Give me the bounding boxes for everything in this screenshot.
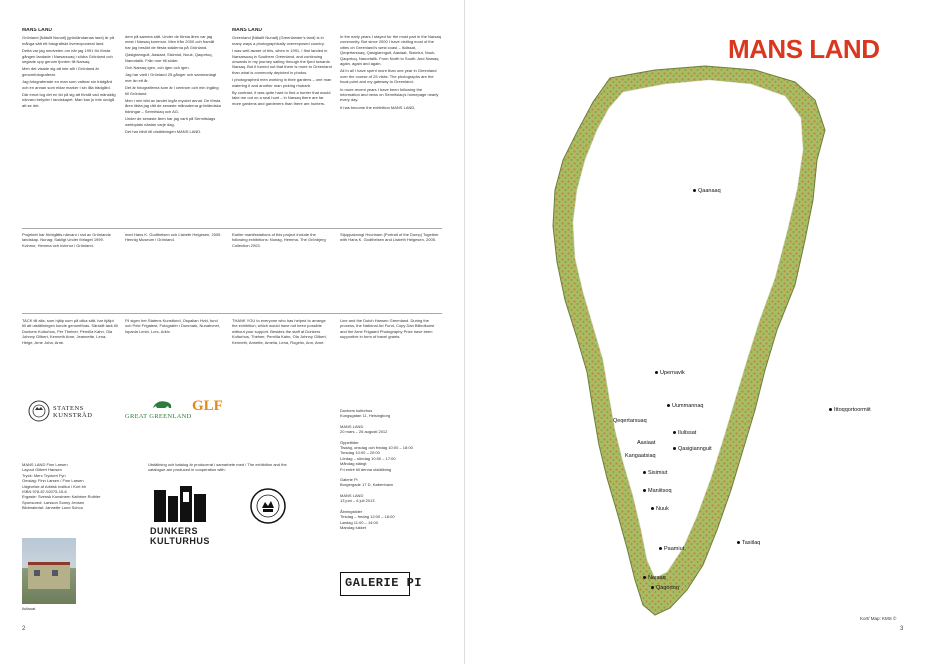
right-page — [465, 0, 930, 664]
town-name: Uummannaq — [672, 403, 704, 409]
town-dot — [659, 547, 662, 550]
town-name: Nuuk — [656, 506, 669, 512]
town-label-qeqertarsuaq — [613, 418, 647, 424]
venue-line: Måndag stängt — [340, 461, 367, 467]
colophon-line: Omslag: Finn Larsen / Finn Larsen — [22, 478, 84, 484]
divider — [22, 228, 442, 229]
town-label-uummannaq — [667, 403, 704, 409]
venue-line: Lördag – söndag 10:00 – 17:00 — [340, 455, 396, 461]
house-photo — [22, 538, 76, 604]
town-dot — [667, 404, 670, 407]
glf-text: GLF — [192, 398, 223, 414]
town-dot — [643, 489, 646, 492]
town-name: Tasiilaq — [742, 540, 761, 546]
venue-line: 20 mars – 26 augusti 2012 — [340, 429, 388, 435]
great-greenland-text: GREAT GREENLAND — [125, 413, 192, 420]
crown-seal-icon — [28, 400, 50, 422]
paragraph: Projektet har förbigåtts närvaro i rad av Grönlands landskap. Nunag: Sakligt Under förlaget 1999. Kvinnor, Hemma och kvinnor i Grönland. — [22, 232, 111, 248]
galerie-pi-logo — [340, 572, 423, 596]
paragraph: Det är fotografierna som är i centrum och min ingång till Grönland. — [125, 85, 219, 96]
paragraph: Line and the Dutch Hansen Greenland. During the process, the National Art Fund, Copy Dan Billedkunst and the Arne Frigaard Photography Prize have been supportive in form of travel grants. — [340, 318, 435, 340]
venue-line: Borgergade 17 D, København — [340, 482, 394, 488]
town-name: Ittoqqortoormiit — [834, 407, 871, 413]
seal-icon — [250, 488, 286, 524]
paragraph: Under de senaste åren har jag varit på Sermitsiags webbplats nästan varje dag. — [125, 116, 216, 127]
greenland-map — [465, 0, 930, 664]
text-col-swedish-1 — [22, 28, 118, 228]
paragraph: Och Narsaq igen, och igen och igen. — [125, 65, 190, 71]
town-dot — [673, 431, 676, 434]
paragraph: Det har blivit till utställningen MANS LAND. — [125, 129, 202, 135]
town-dot — [651, 586, 654, 589]
colophon-line: Ergaste: Svensk Kunstnern Kathrine Ruthler — [22, 494, 101, 500]
col3-heading: MANS LAND — [232, 28, 262, 33]
page-number-left: 2 — [22, 626, 26, 632]
glf-logo — [188, 398, 228, 420]
galerie-pi-text: GALERIE PI — [345, 576, 423, 590]
town-label-sisimiut — [643, 470, 667, 476]
text-col-english-1 — [232, 28, 332, 228]
venue-line: MANS LAND — [340, 423, 364, 429]
colophon-line: Layout Gilbert Hansen — [22, 467, 62, 473]
paragraph: All in all I have spent more than one year in Greenland over the course of 25 visits. The photographs are the focal point and my gateway to Greenland. — [340, 68, 437, 85]
paragraph: I photographed men working in their gardens – one man watering it and another man picking rhubarb. — [232, 77, 332, 88]
venue-line: MANS LAND — [340, 492, 364, 498]
colophon — [22, 462, 122, 532]
paragraph: Qasigiannguit, Aasiaat, Sisimiut, Nuuk, Qaqortoq, Nanortalik. Från norr till söder. — [125, 52, 213, 63]
paragraph: Grönland [Nâlalît Nunait] (grönländarnas land) är på många sätt ett fotografiskt överexponerat land. — [22, 35, 115, 46]
paragraph: Jag fotograferade en man som vattnar sin trädgård och en annan som eldar marker i sin lilla trädgård. — [22, 79, 113, 90]
paragraph: TACK till alla, som hjälp som på olika sätt, har hjälpt till att utställningen kunde genomföras. Särskilt tack till Dunkers Kulturhus, Per Thelner, Pernilla Kahn, Ola Johnny Gilbert, Kenneth Arne, Jeannette, Lena, Helge, Arne Joha, Arne. — [22, 318, 118, 345]
town-label-tasiilaq — [737, 540, 760, 546]
venue-line: Fri entré till denna utställning — [340, 466, 392, 472]
paragraph: It has become the exhibition MANS LAND. — [340, 104, 416, 110]
polar-bear-icon — [151, 396, 173, 412]
house-window — [34, 570, 40, 576]
town-label-ilulissat — [673, 430, 696, 436]
paragraph: THANK YOU to everyone who has helped to arrange the exhibition, which would have not been possible without your support. Besides the staff at Dunkers Kulturhus, Thelner, Pernilla Kahn, Ola Johnny Gilbert, Kenneth, Annette, Amelia, Lena, Rogelio, Ann, Arne. — [232, 318, 327, 345]
town-dot — [673, 447, 676, 450]
mid-text-right-b — [340, 232, 442, 312]
town-name: Aasiaat — [637, 440, 656, 446]
venue-line: 13 juni – 6 juli 2013 — [340, 498, 375, 504]
photo-caption: Ilulissat — [22, 606, 36, 611]
col1-heading: MANS LAND — [22, 28, 52, 33]
colophon-line: ISBN 978-87-92075-15-6 — [22, 489, 67, 495]
town-name: Narsaq — [648, 575, 666, 581]
paragraph: I was well aware of this, when in 1991, I first landed in Narsarsuaq in Southern Greenland, and continuing onwards in my journey sailing through the fjord towards Narsaq. But it turned out that there is more to Greenland than what is commonly depicted in photos. — [232, 48, 332, 75]
town-name: Kangaatsiaq — [625, 453, 656, 459]
colophon-line: Bildmaterial: Jannette Lund Schou — [22, 505, 83, 511]
town-label-qasigiannguit — [673, 446, 712, 452]
venue-line: Lørdag 11:00 – 14:00 — [340, 519, 378, 525]
town-label-aasiaat — [637, 440, 655, 446]
paragraph: By contrast, it was quite hard to find a hunter that would take me out on a seal hunt – in Narsaq there are far more gardens and gardeners than there are hunters. — [232, 90, 331, 106]
town-name: Paamiut — [664, 546, 685, 552]
municipal-seal — [250, 488, 286, 524]
dunkers-building-icon — [154, 486, 206, 524]
venue-line: Galerie Pi — [340, 477, 358, 483]
town-name: Qeqertarsuaq — [613, 418, 647, 424]
town-dot — [651, 507, 654, 510]
text-col-swedish-2 — [125, 34, 221, 226]
town-dot — [655, 371, 658, 374]
venue-info — [340, 408, 440, 568]
mid-text-center — [125, 232, 221, 282]
town-label-qaanaaq — [693, 188, 721, 194]
town-name: Sisimiut — [648, 470, 668, 476]
dunkers-title: DUNKERS — [150, 526, 199, 536]
text-col-english-2 — [340, 34, 442, 224]
venue-line: Torsdag 10:00 – 20:00 — [340, 450, 380, 456]
paragraph: Detta var jag medveten om när jag 1991 för första gången landade i Narsarsuaq i södra Grönland och seglade upp genom fjorden till Narsaq. — [22, 48, 113, 65]
town-label-qaqortoq — [651, 585, 679, 591]
mid-text-right-a — [232, 232, 332, 312]
paragraph: dem på samma sätt. Under de första åren var jag mest i Narsaq kommun. Men från 2000 och framåt har jag besökt de flesta städerna på Grönland. — [125, 34, 215, 50]
paragraph: Utställning och katalog är producerat i samarbete med / The exhibition and the catalogue are produced in cooperation with: — [148, 462, 287, 473]
statens-logo-text: STATENS KUNSTRÅD — [53, 405, 93, 419]
colophon-line: Tryck: Merc Tryckeri Fyn — [22, 472, 66, 478]
town-name: Qaanaaq — [698, 188, 721, 194]
venue-line: Mandag lukket — [340, 524, 367, 530]
paragraph: Jag har varit i Grönland 25 gånger och sammanlagt mer än ett år. — [125, 72, 217, 83]
town-name: Ilulissat — [678, 430, 697, 436]
thanks-text-right-a — [232, 318, 332, 386]
venue-line: Öppettider — [340, 439, 359, 445]
town-dot — [643, 576, 646, 579]
venue-line: Tirsdag – fredag 12:00 – 18:00 — [340, 514, 395, 520]
venue-line: Åbningstider — [340, 508, 363, 514]
town-label-maniitsoq — [643, 488, 672, 494]
town-name: Upernavik — [660, 370, 685, 376]
town-name: Maniitsoq — [648, 488, 672, 494]
town-name: Qaqortoq — [656, 585, 679, 591]
town-label-paamiut — [659, 546, 684, 552]
town-label-narsaq — [643, 575, 666, 581]
house-window — [52, 570, 58, 576]
paragraph: Men i min bild av landet ingår mycket annat. De första åren lästa jag rätt de senaste månaderna grönländska tidningar – Sermitsiaq och AG. — [125, 98, 221, 114]
paragraph: In the early years I stayed for the most part in the Narsaq community. But since 2000 I have visiting most of the cities on Greenland's west coast – Ilulissat, Qeqertarsuaq, Qasigiannguit, Aasiaat, Sisimiut, Nuuk, Qaqortoq, Nanortalik. From North to South. And Narsaq again, again and again. — [340, 34, 441, 67]
town-label-upernavik — [655, 370, 685, 376]
cooperation-text — [148, 462, 288, 478]
venue-line: Tisdag, onsdag och fredag 10:00 – 18:00 — [340, 445, 413, 451]
town-dot — [643, 471, 646, 474]
colophon-line: MANS LAND Finn Larsen — [22, 462, 68, 467]
paragraph: Fil sigen her Statens Kunstfond, Ospalian Hvid, fund och Pele Frigatest, Fotografer i Dunmark, Nunahvnet, Ispania Lenin, Lorc, Arkiv. — [125, 318, 220, 334]
paragraph: Greenland [Nâlalît Nunait] (Greenlander's land) is in many ways a photographically overexposed country. — [232, 35, 325, 46]
venue-line: Kungsgatan 11, Helsingborg — [340, 413, 391, 419]
town-dot — [693, 189, 696, 192]
map-title: MANS LAND — [728, 34, 880, 64]
paragraph: med Hans K. Godthelsen och Lisbeth Helgesen, 2005 Hennig Museum i Grönland. — [125, 232, 221, 243]
thanks-text-center — [125, 318, 221, 386]
town-dot — [829, 408, 832, 411]
paragraph: Där emot tog det en tid på sig att förstå vad mänsklig närvaro betyder i landskapet. Man kan ju inte undgå att se det. — [22, 92, 116, 108]
colophon-line: Sponsored: Larsson Sonny Jensen — [22, 499, 85, 505]
divider — [22, 313, 442, 314]
mid-text-left — [22, 232, 118, 312]
paragraph: Earlier manifestations of this project include the following exhibitions: Nunag, Hemma. The Grönbjerg Collection 2003. — [232, 232, 326, 248]
page-number-right: 3 — [900, 626, 904, 632]
town-name: Qasigiannguit — [678, 446, 712, 452]
statens-kunstrad-logo — [28, 398, 100, 424]
paragraph: In more recent years I have been following the information and news on Sermitsiaq's homepage nearly every day. — [340, 86, 439, 103]
town-dot — [737, 541, 740, 544]
venue-line: Dunkers kulturhus — [340, 408, 373, 413]
thanks-text-right-b — [340, 318, 442, 386]
town-label-kangaatsiaq — [625, 453, 656, 459]
map-credit: Kort/ Map: KMS © — [860, 616, 897, 621]
paragraph: Men det visade sig att inte allt i Grönland är genomfotograferat. — [22, 66, 99, 77]
town-label-nuuk — [651, 506, 669, 512]
dunkers-subtitle: KULTURHUS — [150, 536, 210, 546]
colophon-line: Udgivelse af Arktisk Institut / Kort bh — [22, 483, 87, 489]
town-label-ittoqqortoormiit — [829, 407, 871, 413]
dunkers-logo — [150, 486, 220, 552]
paragraph: Stjuppalonngi Hvorinam (Portrait of the Dump) Together with Hans K. Godthelsen and Lisbeth Helgesen, 2005. — [340, 232, 439, 243]
thanks-text-left — [22, 318, 118, 386]
